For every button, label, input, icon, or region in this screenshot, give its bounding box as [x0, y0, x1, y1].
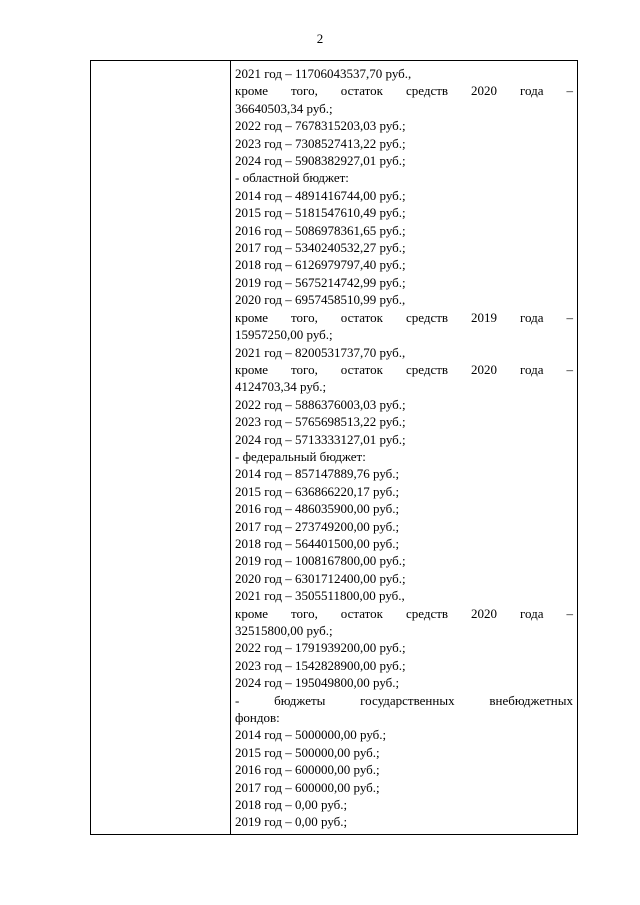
- text-line: 4124703,34 руб.;: [235, 379, 327, 395]
- text-line: 2020 год – 6301712400,00 руб.;: [235, 570, 406, 586]
- word: 2020: [471, 361, 498, 377]
- text-line: фондов:: [235, 710, 280, 726]
- text-line: 15957250,00 руб.;: [235, 327, 333, 343]
- text-line: 2023 год – 5765698513,22 руб.;: [235, 414, 406, 430]
- text-line: 2016 год – 600000,00 руб.;: [235, 762, 380, 778]
- word: остаток: [340, 361, 383, 377]
- text-line: 2019 год – 1008167800,00 руб.;: [235, 553, 406, 569]
- text-line: 2015 год – 636866220,17 руб.;: [235, 483, 400, 499]
- text-line: - областной бюджет:: [235, 170, 349, 186]
- word: 2020: [471, 605, 498, 621]
- text-line: - федеральный бюджет:: [235, 448, 366, 464]
- text-line: 2024 год – 195049800,00 руб.;: [235, 675, 400, 691]
- word: –: [566, 83, 573, 99]
- text-line: 2023 год – 7308527413,22 руб.;: [235, 135, 406, 151]
- text-line: 36640503,34 руб.;: [235, 100, 333, 116]
- word: средств: [405, 361, 449, 377]
- text-line: 2021 год – 11706043537,70 руб.,: [235, 66, 412, 81]
- justified-text-line: [235, 692, 573, 709]
- word: государственных: [360, 692, 455, 708]
- word: того,: [291, 309, 318, 325]
- word: остаток: [340, 309, 383, 325]
- text-line: 2018 год – 6126979797,40 руб.;: [235, 257, 406, 273]
- word: средств: [405, 83, 449, 99]
- word: остаток: [340, 605, 383, 621]
- text-line: 2024 год – 5908382927,01 руб.;: [235, 153, 406, 169]
- word: года: [519, 309, 544, 325]
- text-line: 2014 год – 857147889,76 руб.;: [235, 466, 400, 482]
- text-line: 2020 год – 6957458510,99 руб.,: [235, 292, 406, 308]
- text-line: 2016 год – 486035900,00 руб.;: [235, 501, 400, 517]
- word: того,: [291, 605, 318, 621]
- text-line: 2022 год – 1791939200,00 руб.;: [235, 640, 406, 656]
- word: 2020: [471, 83, 498, 99]
- word: остаток: [340, 83, 383, 99]
- text-line: 2017 год – 600000,00 руб.;: [235, 779, 380, 795]
- justified-text-line: [235, 82, 573, 99]
- word: того,: [291, 361, 318, 377]
- page-number: 2: [316, 31, 324, 46]
- text-line: 2019 год – 5675214742,99 руб.;: [235, 274, 406, 290]
- text-line: 2022 год – 5886376003,03 руб.;: [235, 396, 406, 412]
- text-line: 2018 год – 564401500,00 руб.;: [235, 535, 400, 551]
- text-line: 2015 год – 5181547610,49 руб.;: [235, 205, 406, 221]
- word: кроме: [235, 605, 269, 621]
- word: –: [566, 605, 573, 621]
- word: внебюджетных: [489, 692, 573, 708]
- word: -: [235, 692, 240, 708]
- text-line: 2014 год – 4891416744,00 руб.;: [235, 187, 406, 203]
- funding-amounts-cell: [235, 65, 573, 831]
- word: 2019: [471, 309, 498, 325]
- text-line: 2021 год – 3505511800,00 руб.,: [235, 588, 405, 604]
- justified-text-line: [235, 361, 573, 378]
- text-line: 2017 год – 273749200,00 руб.;: [235, 518, 400, 534]
- word: средств: [405, 309, 449, 325]
- text-line: 32515800,00 руб.;: [235, 623, 333, 638]
- text-line: 2024 год – 5713333127,01 руб.;: [235, 431, 406, 447]
- text-line: 2019 год – 0,00 руб.;: [235, 814, 348, 830]
- justified-text-line: [235, 309, 573, 326]
- text-line: 2014 год – 5000000,00 руб.;: [235, 727, 387, 743]
- word: кроме: [235, 361, 269, 377]
- word: бюджеты: [274, 692, 326, 708]
- word: года: [519, 605, 544, 621]
- justified-text-line: [235, 605, 573, 622]
- text-line: 2022 год – 7678315203,03 руб.;: [235, 118, 406, 134]
- word: года: [519, 83, 544, 99]
- word: кроме: [235, 309, 269, 325]
- word: кроме: [235, 83, 269, 99]
- text-line: 2015 год – 500000,00 руб.;: [235, 744, 380, 760]
- text-line: 2023 год – 1542828900,00 руб.;: [235, 657, 406, 673]
- word: средств: [405, 605, 449, 621]
- column-divider: [230, 61, 231, 834]
- word: –: [566, 361, 573, 377]
- text-line: 2018 год – 0,00 руб.;: [235, 797, 348, 813]
- funding-table: [90, 60, 578, 835]
- text-line: 2017 год – 5340240532,27 руб.;: [235, 240, 406, 256]
- word: года: [519, 361, 544, 377]
- word: того,: [291, 83, 318, 99]
- word: –: [566, 309, 573, 325]
- text-line: 2021 год – 8200531737,70 руб.,: [235, 344, 406, 360]
- text-line: 2016 год – 5086978361,65 руб.;: [235, 222, 406, 238]
